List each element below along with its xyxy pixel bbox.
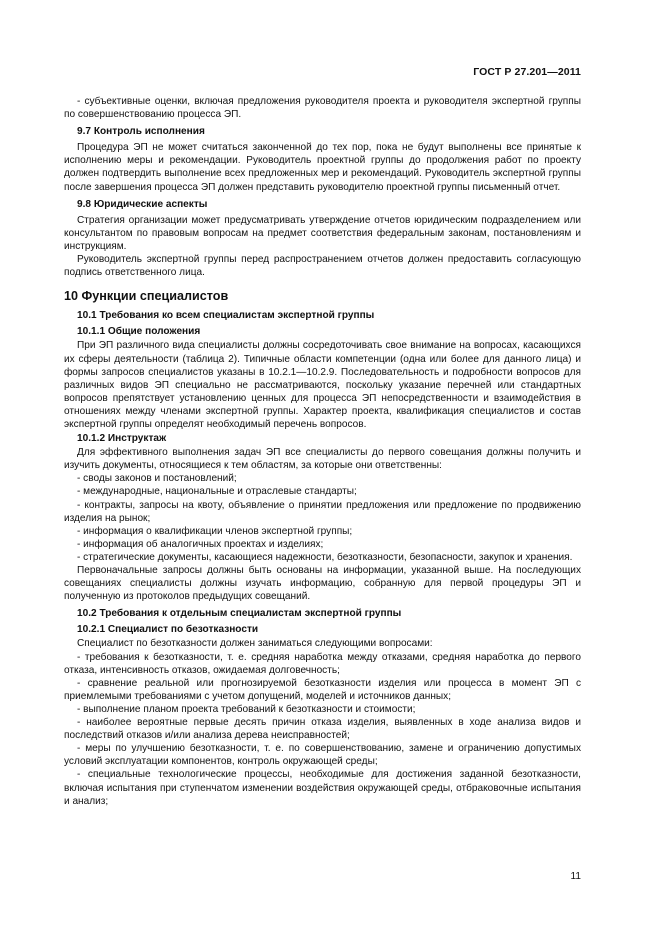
list-item: - меры по улучшению безотказности, т. е. по совершенствованию, замене и ограничению допустимых условий эксплуатации компонентов, контроль окружающей среды; — [64, 743, 581, 768]
paragraph: Руководитель экспертной группы перед распространением отчетов должен предоставить согласующую подпись ответственного лица. — [64, 254, 581, 279]
list-item: - наиболее вероятные первые десять причин отказа изделия, выявленных в ходе анализа видов и последствий отказов и/или анализа дерева неисправностей; — [64, 717, 581, 742]
list-item: - контракты, запросы на квоту, объявление о принятии предложения или предложение по продвижению изделия на рынок; — [64, 499, 581, 524]
section-heading-10-2-1: 10.2.1 Специалист по безотказности — [77, 624, 259, 636]
list-item: - информация об аналогичных проектах и изделиях; — [77, 538, 324, 550]
standard-header: ГОСТ Р 27.201—2011 — [473, 66, 581, 78]
list-item: - стратегические документы, касающиеся надежности, безотказности, безопасности, закупок и хранения. — [77, 551, 573, 563]
section-heading-9-7: 9.7 Контроль исполнения — [77, 126, 205, 138]
paragraph: Стратегия организации может предусматривать утверждение отчетов юридическим подразделением или консультантом по правовым вопросам на предмет соответствия федеральным законам, постановлениям и инструкциям. — [64, 214, 581, 252]
paragraph: Для эффективного выполнения задач ЭП все специалисты до первого совещания должны получить и изучить документы, относящиеся к тем областям, за которые они ответственны: — [64, 447, 581, 472]
paragraph: Процедура ЭП не может считаться законченной до тех пор, пока не будут выполнены все принятые к исполнению меры и рекомендации. Руководитель проектной группы до продолжения работ по проекту должен подтвердить выполнение всех предложенных мер и рекомендаций. Руководитель экспертной группы после завершения процесса ЭП должен представить руководителю проектной группы письменный отчет. — [64, 142, 581, 193]
paragraph: При ЭП различного вида специалисты должны сосредоточивать свое внимание на вопросах, касающихся их сферы деятельности (таблица 2). Типичные области компетенции (одна или более для данного лица) и формы запросов специалистов указаны в 10.2.1—10.2.9. Последовательность и подробности вопросов для различных видов ЭП специально не рассматриваются, поскольку указание перечней или стандартных вопросов препятствует установлению ценных для процесса ЭП непосредственности и взаимодействия в отношениях между членами экспертной группы. Характер проекта, квалификация специалистов и состав экспертной группы определят необходимый перечень вопросов. — [64, 340, 581, 430]
list-item: - информация о квалификации членов экспертной группы; — [77, 525, 353, 537]
page-number: 11 — [570, 871, 581, 882]
list-item: - своды законов и постановлений; — [77, 473, 237, 485]
section-heading-10-1-2: 10.1.2 Инструктаж — [77, 433, 167, 445]
paragraph: Первоначальные запросы должны быть основаны на информации, указанной выше. На последующих совещаниях специалисты должны изучать информацию, собранную для первой процедуры ЭП и полученную из протоколов предыдущих совещаний. — [64, 565, 581, 603]
page-content — [64, 95, 581, 808]
section-heading-10-1-1: 10.1.1 Общие положения — [77, 326, 201, 338]
chapter-heading-10: 10 Функции специалистов — [64, 289, 229, 304]
list-item: - международные, национальные и отраслевые стандарты; — [77, 486, 357, 498]
list-item: - сравнение реальной или прогнозируемой безотказности изделия или процесса в момент ЭП с приемлемыми требованиями с учетом допущений, моделей и источников данных; — [64, 677, 581, 702]
list-item: - выполнение планом проекта требований к безотказности и стоимости; — [77, 703, 416, 715]
list-item: - требования к безотказности, т. е. средняя наработка между отказами, средняя наработка до первого отказа, интенсивность отказов, ожидаемая долговечность; — [64, 651, 581, 676]
paragraph: Специалист по безотказности должен заниматься следующими вопросами: — [77, 638, 433, 650]
list-item: - специальные технологические процессы, необходимые для достижения заданной безотказности, включая испытания при ступенчатом изменении воздействия окружающей среды, отбраковочные испытания и анализ; — [64, 769, 581, 807]
section-heading-9-8: 9.8 Юридические аспекты — [77, 198, 208, 210]
section-heading-10-1: 10.1 Требования ко всем специалистам экспертной группы — [77, 310, 375, 322]
paragraph: - субъективные оценки, включая предложения руководителя проекта и руководителя экспертной группы по совершенствованию процесса ЭП. — [64, 96, 581, 121]
section-heading-10-2: 10.2 Требования к отдельным специалистам экспертной группы — [77, 608, 402, 620]
